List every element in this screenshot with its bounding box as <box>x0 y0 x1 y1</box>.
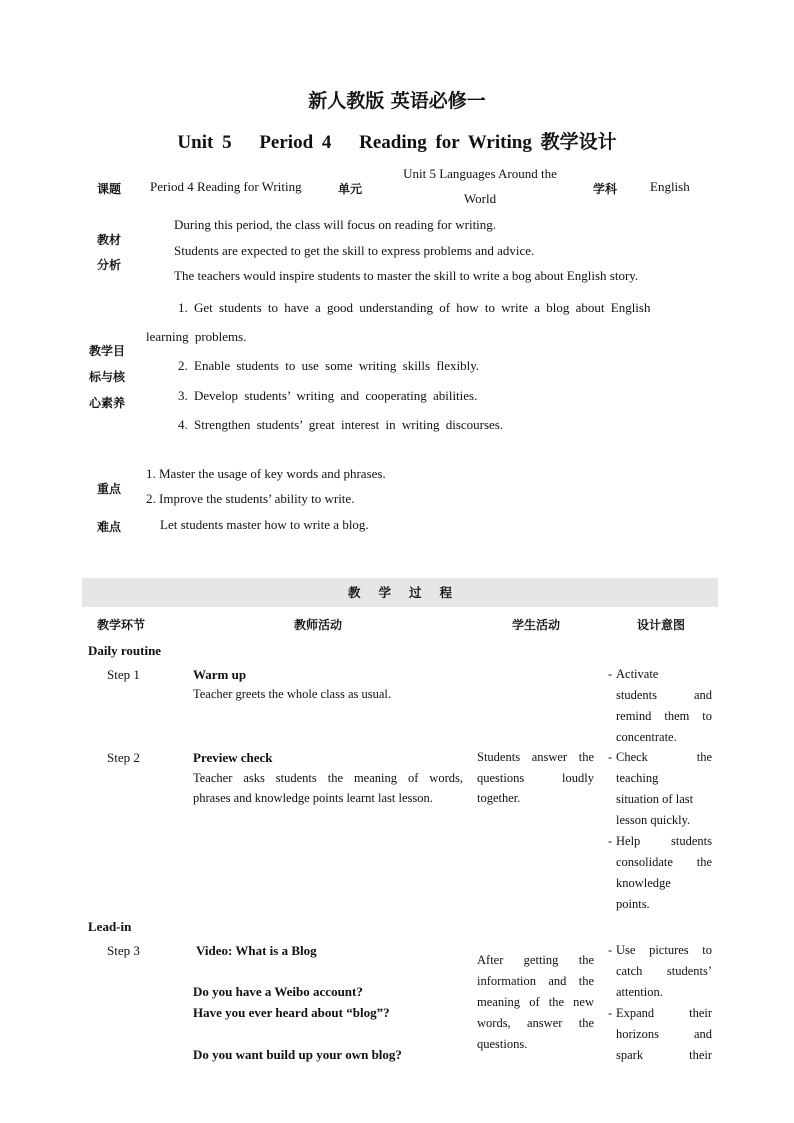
step3-question-3: Do you want build up your own blog? <box>193 1047 402 1062</box>
objective-4: 4. Strengthen students’ great interest in writing discourses. <box>178 417 504 432</box>
step2-text-line1: Teacher asks students the meaning of words, <box>193 771 463 785</box>
step3-label: Step 3 <box>107 943 140 958</box>
step2-purpose-a-line4: lesson quickly. <box>616 813 691 827</box>
step2-purpose: - Check the teaching situation of last lesson quickly. - Help students consolidate the knowledge points. <box>608 747 712 915</box>
step3-question-2: Have you ever heard about “blog”? <box>193 1005 390 1020</box>
step2-purpose-b-line1: Help students <box>616 834 712 848</box>
step2-title: Preview check <box>193 750 273 765</box>
subject-label: 学科 <box>593 182 618 196</box>
objective-2: 2. Enable students to use some writing skills flexibly. <box>178 358 480 373</box>
step3-purpose-a-line3: attention. <box>616 985 663 999</box>
step3-purpose-a-line2: catch students’ <box>616 964 712 978</box>
step1-purpose-line3: remind them to <box>616 709 712 723</box>
step3-purpose-b-line1: Expand their <box>616 1006 712 1020</box>
step2-purpose-b-line2: consolidate the <box>616 855 712 869</box>
header-purpose: 设计意图 <box>636 618 685 632</box>
document-title: 新人教版 英语必修一 <box>308 90 486 112</box>
objective-3: 3. Develop students’ writing and cooperating abilities. <box>178 388 478 403</box>
material-line-1: During this period, the class will focus on reading for writing. <box>174 217 497 232</box>
step3-student-line4: words, answer the <box>477 1016 594 1030</box>
header-teacher: 教师活动 <box>293 618 342 632</box>
step2-label: Step 2 <box>107 750 140 765</box>
objective-1-line1: 1. Get students to have a good understanding of how to write a blog about English <box>178 300 651 315</box>
step3-student-line5: questions. <box>477 1037 528 1051</box>
header-student: 学生活动 <box>511 618 560 632</box>
material-line-3: The teachers would inspire students to master the skill to write a bog about English story. <box>174 268 639 283</box>
process-banner-label: 教学过程 <box>347 585 470 600</box>
key-point-1: 1. Master the usage of key words and phrases. <box>146 466 386 481</box>
step1-purpose-line1: Activate <box>616 667 659 681</box>
key-points-label: 重点 <box>97 482 122 496</box>
step2-student-line2: questions loudly <box>477 771 594 785</box>
unit-value-line2: World <box>463 191 497 206</box>
objective-1-line2: learning problems. <box>146 329 247 344</box>
step2-student-line3: together. <box>477 791 521 805</box>
step1-purpose-line4: concentrate. <box>616 730 677 744</box>
step1-purpose: - Activate students and remind them to concentrate. <box>608 664 712 748</box>
material-label-line1: 教材 <box>97 233 122 247</box>
step3-purpose-b-line2: horizons and <box>616 1027 712 1041</box>
difficult-label: 难点 <box>97 520 122 534</box>
unit-value-line1: Unit 5 Languages Around the <box>403 166 557 181</box>
step3-purpose: - Use pictures to catch students’ attention. - Expand their horizons and spark their <box>608 940 712 1066</box>
step1-purpose-line2: students and <box>616 688 712 702</box>
subject-value: English <box>650 179 690 194</box>
step2-text-line2: phrases and knowledge points learnt last lesson. <box>193 791 433 805</box>
step1-text: Teacher greets the whole class as usual. <box>193 687 392 701</box>
material-label-line2: 分析 <box>97 258 122 272</box>
step2-purpose-b-line3: knowledge <box>616 876 671 890</box>
step3-purpose-b-line3: spark their <box>616 1048 712 1062</box>
objectives-label-line3: 心素养 <box>89 396 126 410</box>
objectives-label-line2: 标与核 <box>89 370 126 384</box>
topic-value: Period 4 Reading for Writing <box>150 179 302 194</box>
objectives-label-line1: 教学目 <box>89 344 126 358</box>
material-line-2: Students are expected to get the skill to express problems and advice. <box>174 243 535 258</box>
section-daily-routine: Daily routine <box>88 643 162 658</box>
difficult-text: Let students master how to write a blog. <box>160 517 369 532</box>
step3-purpose-a-line1: Use pictures to <box>616 943 712 957</box>
section-lead-in: Lead-in <box>88 919 132 934</box>
process-banner <box>82 578 718 607</box>
step3-student <box>477 950 594 1055</box>
step3-student-line2: information and the <box>477 974 594 988</box>
step1-label: Step 1 <box>107 667 140 682</box>
step2-purpose-a-line2: teaching <box>616 771 659 785</box>
document-subtitle: Unit 5 Period 4 Reading for Writing 教学设计 <box>177 132 617 153</box>
step1-title: Warm up <box>193 667 247 682</box>
key-point-2: 2. Improve the students’ ability to write. <box>146 491 355 506</box>
step2-purpose-b-line4: points. <box>616 897 650 911</box>
step2-purpose-a-line1: Check the <box>616 750 712 764</box>
step3-question-1: Do you have a Weibo account? <box>193 984 363 999</box>
unit-label: 单元 <box>338 182 363 196</box>
step3-student-line3: meaning of the new <box>477 995 594 1009</box>
step3-title: Video: What is a Blog <box>196 943 317 958</box>
step3-student-line1: After getting the <box>477 953 594 967</box>
step2-student-line1: Students answer the <box>477 750 594 764</box>
header-step: 教学环节 <box>97 618 146 632</box>
topic-label: 课题 <box>97 182 122 196</box>
step2-purpose-a-line3: situation of last <box>616 792 694 806</box>
